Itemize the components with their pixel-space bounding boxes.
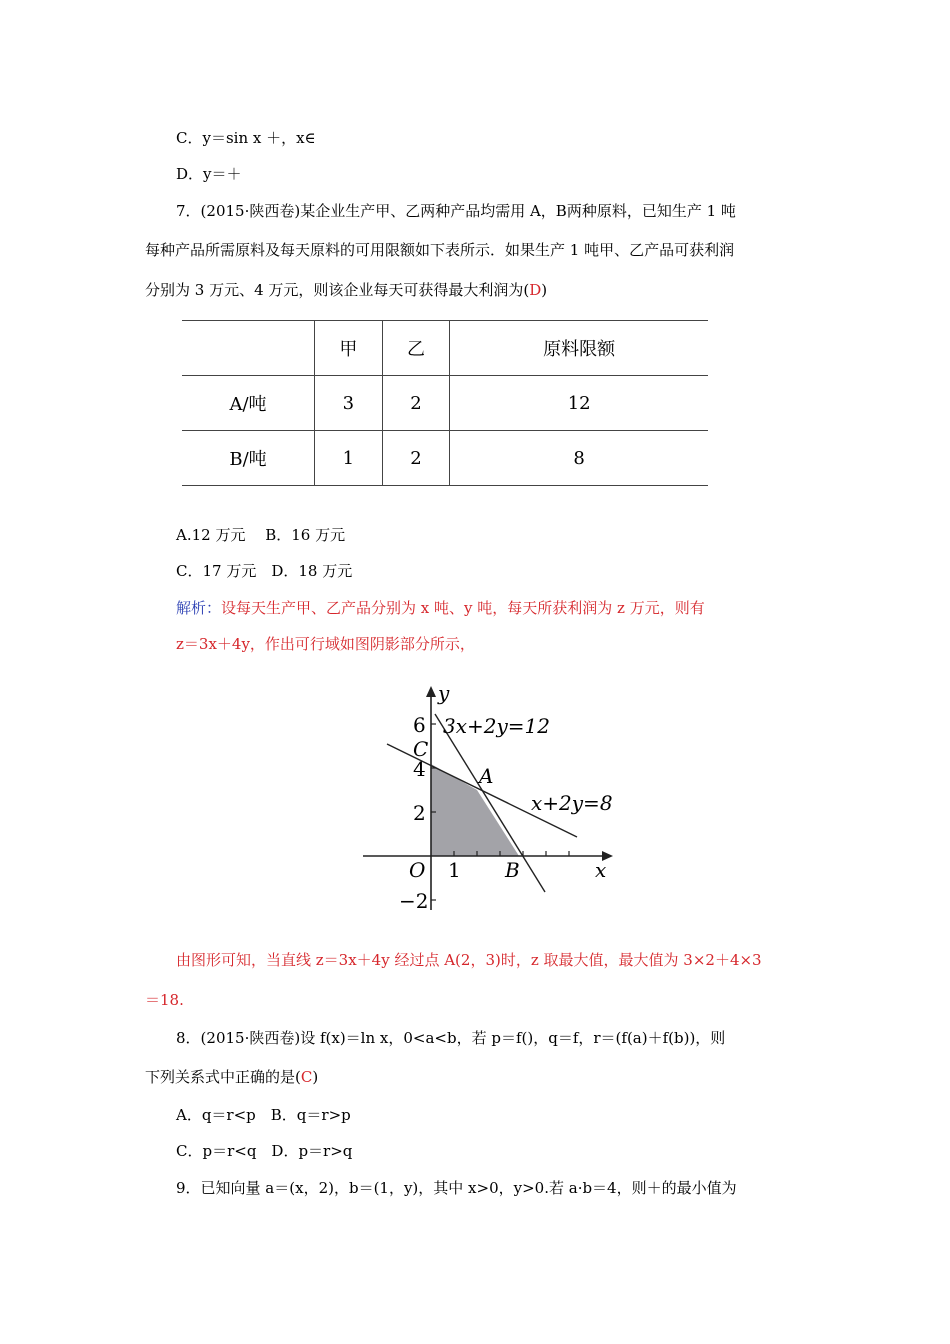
x-axis-label: x (595, 858, 607, 882)
table-cell: 2 (382, 376, 450, 431)
solution-text: 设每天生产甲、乙产品分别为 x 吨、y 吨，每天所获利润为 z 万元，则有 (221, 599, 705, 617)
point-b-label: B (505, 858, 520, 882)
materials-table (182, 320, 708, 486)
table-row (182, 431, 708, 486)
tick-label-neg2: −2 (399, 889, 429, 913)
question-7-stem: 分别为 3 万元、4 万元，则该企业每天可获得最大利润为( (145, 281, 530, 299)
table-cell: 1 (315, 431, 383, 486)
question-7-line3 (145, 280, 547, 300)
option-cd-q8: C．p＝r<q D．p＝r>q (176, 1142, 353, 1160)
table-header-cell: 乙 (382, 321, 450, 376)
option-ab-q8: A．q＝r<p B．q＝r>p (176, 1106, 351, 1124)
solution-label: 解析： (176, 599, 222, 617)
option-d-q6: D．y＝＋ (176, 165, 242, 183)
tick-label-4: 4 (413, 757, 426, 781)
solution-line4: ＝18. (145, 991, 184, 1009)
origin-label: O (409, 858, 426, 882)
table-cell: A/吨 (182, 376, 315, 431)
tick-label-6: 6 (413, 713, 426, 737)
point-a-label: A (479, 764, 494, 788)
table-header-cell: 原料限额 (450, 321, 708, 376)
table-cell: 2 (382, 431, 450, 486)
line2-label: x+2y=8 (531, 791, 613, 815)
point-c-label: C (413, 737, 429, 761)
solution-line2: z＝3x＋4y，作出可行域如图阴影部分所示， (176, 635, 475, 653)
tick-label-1: 1 (448, 858, 461, 882)
option-c-q6: C．y＝sin x ＋，x∈ (176, 129, 316, 147)
table-row (182, 376, 708, 431)
solution-line3: 由图形可知，当直线 z＝3x＋4y 经过点 A(2，3)时，z 取最大值，最大值为 3×2＋4×3 (176, 951, 762, 969)
table-cell: 3 (315, 376, 383, 431)
answer-8: C (300, 1068, 313, 1086)
solution-line1 (176, 598, 705, 618)
paren-close: ) (541, 281, 548, 299)
question-8-line2 (145, 1067, 318, 1087)
tick-label-2: 2 (413, 801, 426, 825)
line1-label: 3x+2y=12 (443, 714, 550, 738)
table-cell: B/吨 (182, 431, 315, 486)
question-8-stem: 下列关系式中正确的是( (145, 1068, 301, 1086)
y-axis-arrow (426, 686, 436, 697)
question-8-line1: 8．(2015·陕西卷)设 f(x)＝ln x，0<a<b，若 p＝f()，q＝f，r＝(f(a)＋f(b))，则 (176, 1029, 726, 1047)
table-cell: 12 (450, 376, 708, 431)
option-ab-q7: A.12 万元 B．16 万元 (176, 526, 346, 544)
question-9-line1: 9．已知向量 a＝(x，2)，b＝(1，y)，其中 x>0，y>0.若 a·b＝4，则＋的最小值为 (176, 1179, 737, 1197)
answer-7: D (529, 281, 542, 299)
table-header-cell: 甲 (315, 321, 383, 376)
table-header-row (182, 321, 708, 376)
option-cd-q7: C．17 万元 D．18 万元 (176, 562, 353, 580)
feasible-region-figure (355, 680, 620, 915)
question-7-line2: 每种产品所需原料及每天原料的可用限额如下表所示．如果生产 1 吨甲、乙产品可获利润 (145, 241, 735, 259)
y-axis-label: y (438, 681, 450, 705)
question-7-line1: 7．(2015·陕西卷)某企业生产甲、乙两种产品均需用 A，B两种原料，已知生产 1 吨 (176, 202, 736, 220)
table-cell: 8 (450, 431, 708, 486)
paren-close: ) (312, 1068, 319, 1086)
table-header-cell (182, 321, 315, 376)
